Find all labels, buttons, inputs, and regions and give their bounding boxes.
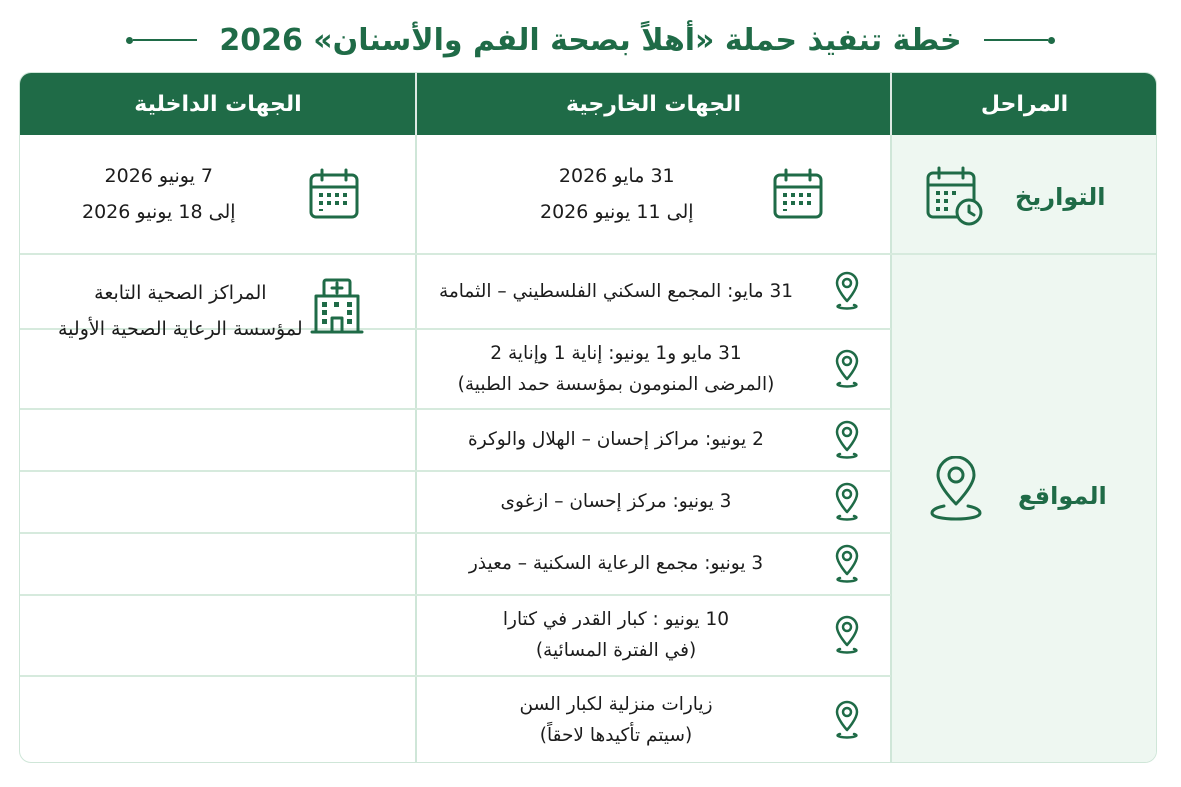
title-decoration-right: [984, 37, 1055, 44]
location-text: [416, 486, 816, 517]
map-pin-icon: [834, 349, 860, 389]
location-note: (المرضى المنومون بمؤسسة حمد الطبية): [457, 373, 775, 395]
location-text: [416, 548, 816, 579]
header-divider: [890, 73, 892, 135]
hospital-icon: [310, 276, 364, 336]
location-row: [416, 254, 891, 328]
internal-location: [58, 275, 303, 347]
internal-location-line2: لمؤسسة الرعاية الصحية الأولية: [58, 318, 303, 340]
location-text: [416, 604, 816, 666]
calendar-clock-icon: [925, 165, 985, 227]
location-line: 3 يونيو: مجمع الرعاية السكنية – معيذر: [468, 553, 764, 574]
header-phases: المراحل: [891, 73, 1157, 135]
external-date-start: 31 مايو 2026: [558, 165, 675, 187]
location-line: 2 يونيو: مراكز إحسان – الهلال والوكرة: [468, 429, 764, 450]
header-internal: الجهات الداخلية: [20, 73, 416, 135]
calendar-icon: [308, 168, 360, 220]
plan-table: [19, 72, 1157, 763]
internal-date-start: 7 يونيو 2026: [104, 165, 214, 187]
title-row: [0, 16, 1181, 64]
location-line: 31 مايو: المجمع السكني الفلسطيني – الثمامة: [438, 280, 794, 302]
header-divider: [415, 73, 417, 135]
internal-location-line1: المراكز الصحية التابعة: [94, 282, 267, 304]
map-pin-icon: [834, 420, 860, 460]
phase-column: [891, 135, 1157, 763]
internal-date-end: إلى 18 يونيو 2026: [82, 201, 236, 223]
internal-dates: [82, 158, 236, 230]
map-pin-icon: [834, 700, 860, 740]
external-date-end: إلى 11 يونيو 2026: [540, 201, 694, 223]
page-title: خطة تنفيذ حملة «أهلاً بصحة الفم والأسنان» 2026: [219, 22, 962, 58]
location-text: [416, 424, 816, 455]
external-dates: [540, 158, 694, 230]
location-row: [416, 533, 891, 594]
location-row: [416, 329, 891, 408]
location-text: [416, 689, 816, 751]
location-row: [416, 676, 891, 763]
map-pin-icon: [834, 271, 860, 311]
location-line: 10 يونيو : كبار القدر في كتارا: [502, 609, 730, 630]
location-note: (في الفترة المسائية): [535, 640, 697, 661]
location-pin-icon: [928, 456, 984, 522]
location-row: [416, 471, 891, 532]
location-line: 31 مايو و1 يونيو: إناية 1 وإناية 2: [490, 342, 742, 364]
map-pin-icon: [834, 544, 860, 584]
phase-dates-label: التواريخ: [1015, 183, 1106, 211]
location-row: [416, 409, 891, 470]
location-text: [416, 338, 816, 400]
location-line: 3 يونيو: مركز إحسان – ازغوى: [500, 491, 732, 512]
header-external: الجهات الخارجية: [416, 73, 891, 135]
location-note: (سيتم تأكيدها لاحقاً): [539, 725, 693, 746]
location-line: زيارات منزلية لكبار السن: [519, 694, 713, 715]
phase-locations-label: المواقع: [1018, 482, 1107, 510]
calendar-icon: [772, 168, 824, 220]
map-pin-icon: [834, 482, 860, 522]
title-decoration-left: [126, 37, 197, 44]
location-row: [416, 595, 891, 675]
map-pin-icon: [834, 615, 860, 655]
location-text: [416, 276, 816, 307]
